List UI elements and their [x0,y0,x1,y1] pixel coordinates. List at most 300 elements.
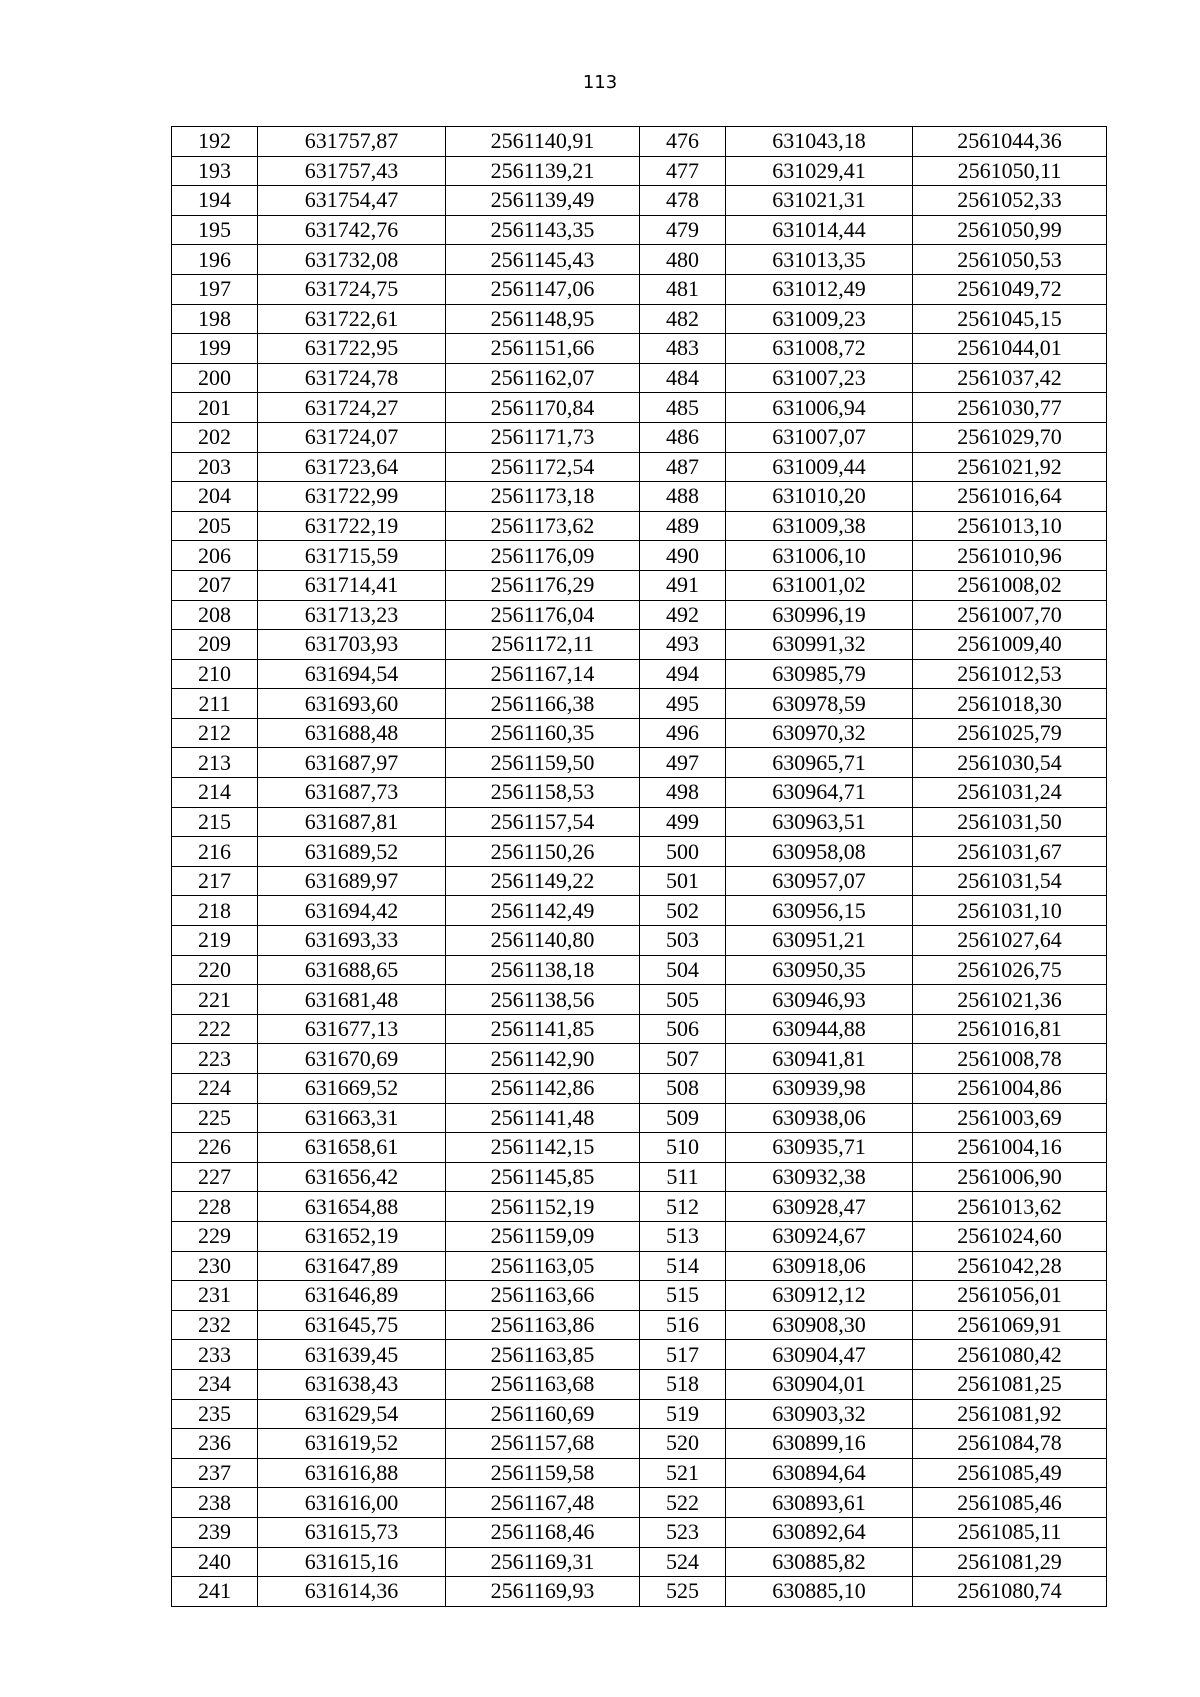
point-number-cell: 217 [172,866,258,896]
y-coordinate-cell: 2561169,31 [446,1547,640,1577]
x-coordinate-cell: 630908,30 [726,1310,913,1340]
x-coordinate-cell: 631693,33 [258,926,446,956]
x-coordinate-cell: 630885,82 [726,1547,913,1577]
page-number: 113 [582,72,618,93]
y-coordinate-cell: 2561158,53 [446,778,640,808]
x-coordinate-cell: 631722,95 [258,334,446,364]
x-coordinate-cell: 631687,73 [258,778,446,808]
point-number-cell: 226 [172,1133,258,1163]
y-coordinate-cell: 2561157,68 [446,1429,640,1459]
y-coordinate-cell: 2561013,10 [913,511,1107,541]
x-coordinate-cell: 631021,31 [726,186,913,216]
x-coordinate-cell: 630946,93 [726,985,913,1015]
x-coordinate-cell: 630985,79 [726,659,913,689]
table-row [172,1429,1107,1459]
y-coordinate-cell: 2561042,28 [913,1251,1107,1281]
point-number-cell: 224 [172,1074,258,1104]
point-number-cell: 211 [172,689,258,719]
y-coordinate-cell: 2561162,07 [446,363,640,393]
point-number-cell: 499 [640,807,726,837]
table-row [172,570,1107,600]
x-coordinate-cell: 631029,41 [726,156,913,186]
y-coordinate-cell: 2561081,92 [913,1399,1107,1429]
x-coordinate-cell: 631722,19 [258,511,446,541]
point-number-cell: 493 [640,630,726,660]
y-coordinate-cell: 2561159,50 [446,748,640,778]
y-coordinate-cell: 2561030,54 [913,748,1107,778]
table-row [172,422,1107,452]
x-coordinate-cell: 631670,69 [258,1044,446,1074]
point-number-cell: 229 [172,1221,258,1251]
point-number-cell: 482 [640,304,726,334]
point-number-cell: 486 [640,422,726,452]
y-coordinate-cell: 2561007,70 [913,600,1107,630]
x-coordinate-cell: 630958,08 [726,837,913,867]
point-number-cell: 496 [640,718,726,748]
point-number-cell: 515 [640,1281,726,1311]
x-coordinate-cell: 631723,64 [258,452,446,482]
table-row [172,541,1107,571]
x-coordinate-cell: 631677,13 [258,1014,446,1044]
point-number-cell: 221 [172,985,258,1015]
point-number-cell: 517 [640,1340,726,1370]
point-number-cell: 206 [172,541,258,571]
y-coordinate-cell: 2561031,54 [913,866,1107,896]
x-coordinate-cell: 630928,47 [726,1192,913,1222]
table-row [172,600,1107,630]
x-coordinate-cell: 631732,08 [258,245,446,275]
y-coordinate-cell: 2561081,25 [913,1369,1107,1399]
table-row [172,393,1107,423]
y-coordinate-cell: 2561149,22 [446,866,640,896]
table-row [172,659,1107,689]
point-number-cell: 522 [640,1488,726,1518]
x-coordinate-cell: 631689,52 [258,837,446,867]
table-row [172,215,1107,245]
y-coordinate-cell: 2561171,73 [446,422,640,452]
point-number-cell: 198 [172,304,258,334]
point-number-cell: 203 [172,452,258,482]
y-coordinate-cell: 2561145,85 [446,1162,640,1192]
point-number-cell: 491 [640,570,726,600]
point-number-cell: 497 [640,748,726,778]
y-coordinate-cell: 2561050,53 [913,245,1107,275]
x-coordinate-cell: 631639,45 [258,1340,446,1370]
table-row [172,1281,1107,1311]
y-coordinate-cell: 2561167,14 [446,659,640,689]
y-coordinate-cell: 2561163,68 [446,1369,640,1399]
point-number-cell: 525 [640,1577,726,1607]
point-number-cell: 214 [172,778,258,808]
x-coordinate-cell: 631652,19 [258,1221,446,1251]
x-coordinate-cell: 630963,51 [726,807,913,837]
x-coordinate-cell: 631043,18 [726,127,913,157]
table-row [172,1221,1107,1251]
point-number-cell: 213 [172,748,258,778]
point-number-cell: 237 [172,1458,258,1488]
x-coordinate-cell: 630996,19 [726,600,913,630]
point-number-cell: 508 [640,1074,726,1104]
y-coordinate-cell: 2561150,26 [446,837,640,867]
x-coordinate-cell: 631713,23 [258,600,446,630]
coordinates-table-body [172,127,1107,1607]
x-coordinate-cell: 631687,81 [258,807,446,837]
table-row [172,1547,1107,1577]
x-coordinate-cell: 631724,78 [258,363,446,393]
point-number-cell: 201 [172,393,258,423]
y-coordinate-cell: 2561157,54 [446,807,640,837]
x-coordinate-cell: 630904,01 [726,1369,913,1399]
y-coordinate-cell: 2561029,70 [913,422,1107,452]
x-coordinate-cell: 631656,42 [258,1162,446,1192]
point-number-cell: 514 [640,1251,726,1281]
y-coordinate-cell: 2561142,90 [446,1044,640,1074]
x-coordinate-cell: 631616,88 [258,1458,446,1488]
y-coordinate-cell: 2561163,85 [446,1340,640,1370]
y-coordinate-cell: 2561142,86 [446,1074,640,1104]
table-row [172,630,1107,660]
y-coordinate-cell: 2561176,04 [446,600,640,630]
y-coordinate-cell: 2561152,19 [446,1192,640,1222]
table-row [172,807,1107,837]
y-coordinate-cell: 2561013,62 [913,1192,1107,1222]
x-coordinate-cell: 630893,61 [726,1488,913,1518]
x-coordinate-cell: 631724,75 [258,274,446,304]
point-number-cell: 513 [640,1221,726,1251]
point-number-cell: 509 [640,1103,726,1133]
table-row [172,778,1107,808]
x-coordinate-cell: 631012,49 [726,274,913,304]
table-row [172,274,1107,304]
table-row [172,689,1107,719]
y-coordinate-cell: 2561085,11 [913,1517,1107,1547]
x-coordinate-cell: 631722,61 [258,304,446,334]
y-coordinate-cell: 2561069,91 [913,1310,1107,1340]
point-number-cell: 503 [640,926,726,956]
point-number-cell: 485 [640,393,726,423]
y-coordinate-cell: 2561008,78 [913,1044,1107,1074]
y-coordinate-cell: 2561031,10 [913,896,1107,926]
y-coordinate-cell: 2561044,36 [913,127,1107,157]
point-number-cell: 204 [172,482,258,512]
point-number-cell: 502 [640,896,726,926]
table-row [172,1162,1107,1192]
point-number-cell: 523 [640,1517,726,1547]
point-number-cell: 480 [640,245,726,275]
y-coordinate-cell: 2561080,42 [913,1340,1107,1370]
x-coordinate-cell: 631010,20 [726,482,913,512]
point-number-cell: 520 [640,1429,726,1459]
y-coordinate-cell: 2561159,09 [446,1221,640,1251]
x-coordinate-cell: 631754,47 [258,186,446,216]
table-row [172,1340,1107,1370]
y-coordinate-cell: 2561027,64 [913,926,1107,956]
x-coordinate-cell: 630924,67 [726,1221,913,1251]
x-coordinate-cell: 631714,41 [258,570,446,600]
y-coordinate-cell: 2561139,21 [446,156,640,186]
point-number-cell: 231 [172,1281,258,1311]
point-number-cell: 220 [172,955,258,985]
x-coordinate-cell: 630964,71 [726,778,913,808]
y-coordinate-cell: 2561052,33 [913,186,1107,216]
point-number-cell: 484 [640,363,726,393]
point-number-cell: 506 [640,1014,726,1044]
point-number-cell: 218 [172,896,258,926]
y-coordinate-cell: 2561010,96 [913,541,1107,571]
point-number-cell: 235 [172,1399,258,1429]
y-coordinate-cell: 2561140,80 [446,926,640,956]
x-coordinate-cell: 631688,65 [258,955,446,985]
x-coordinate-cell: 631007,07 [726,422,913,452]
x-coordinate-cell: 631014,44 [726,215,913,245]
x-coordinate-cell: 631006,94 [726,393,913,423]
point-number-cell: 230 [172,1251,258,1281]
table-row [172,1074,1107,1104]
y-coordinate-cell: 2561160,35 [446,718,640,748]
point-number-cell: 510 [640,1133,726,1163]
x-coordinate-cell: 630903,32 [726,1399,913,1429]
x-coordinate-cell: 631009,38 [726,511,913,541]
x-coordinate-cell: 631724,27 [258,393,446,423]
table-row [172,718,1107,748]
table-row [172,482,1107,512]
x-coordinate-cell: 631647,89 [258,1251,446,1281]
y-coordinate-cell: 2561138,56 [446,985,640,1015]
point-number-cell: 240 [172,1547,258,1577]
x-coordinate-cell: 630938,06 [726,1103,913,1133]
x-coordinate-cell: 631646,89 [258,1281,446,1311]
point-number-cell: 209 [172,630,258,660]
x-coordinate-cell: 630956,15 [726,896,913,926]
point-number-cell: 507 [640,1044,726,1074]
table-row [172,1458,1107,1488]
x-coordinate-cell: 631694,54 [258,659,446,689]
point-number-cell: 197 [172,274,258,304]
y-coordinate-cell: 2561173,18 [446,482,640,512]
x-coordinate-cell: 631742,76 [258,215,446,245]
point-number-cell: 227 [172,1162,258,1192]
x-coordinate-cell: 631009,44 [726,452,913,482]
x-coordinate-cell: 630957,07 [726,866,913,896]
point-number-cell: 504 [640,955,726,985]
x-coordinate-cell: 630935,71 [726,1133,913,1163]
y-coordinate-cell: 2561003,69 [913,1103,1107,1133]
point-number-cell: 232 [172,1310,258,1340]
x-coordinate-cell: 630951,21 [726,926,913,956]
table-row [172,1577,1107,1607]
x-coordinate-cell: 631669,52 [258,1074,446,1104]
y-coordinate-cell: 2561012,53 [913,659,1107,689]
x-coordinate-cell: 631681,48 [258,985,446,1015]
table-row [172,334,1107,364]
y-coordinate-cell: 2561008,02 [913,570,1107,600]
x-coordinate-cell: 630950,35 [726,955,913,985]
x-coordinate-cell: 630918,06 [726,1251,913,1281]
table-row [172,926,1107,956]
y-coordinate-cell: 2561166,38 [446,689,640,719]
point-number-cell: 207 [172,570,258,600]
table-row [172,452,1107,482]
y-coordinate-cell: 2561138,18 [446,955,640,985]
y-coordinate-cell: 2561045,15 [913,304,1107,334]
y-coordinate-cell: 2561141,48 [446,1103,640,1133]
point-number-cell: 492 [640,600,726,630]
table-row [172,1192,1107,1222]
y-coordinate-cell: 2561084,78 [913,1429,1107,1459]
y-coordinate-cell: 2561167,48 [446,1488,640,1518]
x-coordinate-cell: 631663,31 [258,1103,446,1133]
y-coordinate-cell: 2561142,15 [446,1133,640,1163]
y-coordinate-cell: 2561056,01 [913,1281,1107,1311]
table-row [172,245,1107,275]
x-coordinate-cell: 631615,73 [258,1517,446,1547]
y-coordinate-cell: 2561016,81 [913,1014,1107,1044]
point-number-cell: 478 [640,186,726,216]
x-coordinate-cell: 630965,71 [726,748,913,778]
point-number-cell: 490 [640,541,726,571]
y-coordinate-cell: 2561031,50 [913,807,1107,837]
y-coordinate-cell: 2561172,11 [446,630,640,660]
point-number-cell: 487 [640,452,726,482]
table-row [172,955,1107,985]
point-number-cell: 495 [640,689,726,719]
table-row [172,1399,1107,1429]
point-number-cell: 512 [640,1192,726,1222]
point-number-cell: 193 [172,156,258,186]
x-coordinate-cell: 630941,81 [726,1044,913,1074]
table-row [172,985,1107,1015]
y-coordinate-cell: 2561031,24 [913,778,1107,808]
coordinates-table [171,126,1107,1607]
y-coordinate-cell: 2561163,86 [446,1310,640,1340]
y-coordinate-cell: 2561026,75 [913,955,1107,985]
y-coordinate-cell: 2561159,58 [446,1458,640,1488]
x-coordinate-cell: 631629,54 [258,1399,446,1429]
point-number-cell: 234 [172,1369,258,1399]
x-coordinate-cell: 630932,38 [726,1162,913,1192]
point-number-cell: 223 [172,1044,258,1074]
point-number-cell: 228 [172,1192,258,1222]
point-number-cell: 241 [172,1577,258,1607]
x-coordinate-cell: 631009,23 [726,304,913,334]
point-number-cell: 236 [172,1429,258,1459]
x-coordinate-cell: 631694,42 [258,896,446,926]
x-coordinate-cell: 631614,36 [258,1577,446,1607]
y-coordinate-cell: 2561050,11 [913,156,1107,186]
table-row [172,1517,1107,1547]
y-coordinate-cell: 2561176,29 [446,570,640,600]
y-coordinate-cell: 2561081,29 [913,1547,1107,1577]
point-number-cell: 196 [172,245,258,275]
point-number-cell: 511 [640,1162,726,1192]
y-coordinate-cell: 2561025,79 [913,718,1107,748]
point-number-cell: 488 [640,482,726,512]
y-coordinate-cell: 2561168,46 [446,1517,640,1547]
y-coordinate-cell: 2561176,09 [446,541,640,571]
table-row [172,1014,1107,1044]
table-row [172,837,1107,867]
point-number-cell: 477 [640,156,726,186]
table-row [172,1251,1107,1281]
y-coordinate-cell: 2561170,84 [446,393,640,423]
x-coordinate-cell: 631687,97 [258,748,446,778]
x-coordinate-cell: 631615,16 [258,1547,446,1577]
point-number-cell: 225 [172,1103,258,1133]
y-coordinate-cell: 2561148,95 [446,304,640,334]
x-coordinate-cell: 630912,12 [726,1281,913,1311]
point-number-cell: 194 [172,186,258,216]
x-coordinate-cell: 630944,88 [726,1014,913,1044]
x-coordinate-cell: 630894,64 [726,1458,913,1488]
point-number-cell: 494 [640,659,726,689]
x-coordinate-cell: 631715,59 [258,541,446,571]
point-number-cell: 212 [172,718,258,748]
point-number-cell: 239 [172,1517,258,1547]
x-coordinate-cell: 630991,32 [726,630,913,660]
point-number-cell: 524 [640,1547,726,1577]
y-coordinate-cell: 2561172,54 [446,452,640,482]
table-row [172,156,1107,186]
point-number-cell: 222 [172,1014,258,1044]
x-coordinate-cell: 630939,98 [726,1074,913,1104]
y-coordinate-cell: 2561151,66 [446,334,640,364]
y-coordinate-cell: 2561006,90 [913,1162,1107,1192]
x-coordinate-cell: 631638,43 [258,1369,446,1399]
table-row [172,1103,1107,1133]
y-coordinate-cell: 2561085,46 [913,1488,1107,1518]
table-row [172,748,1107,778]
x-coordinate-cell: 630899,16 [726,1429,913,1459]
table-row [172,186,1107,216]
table-row [172,1488,1107,1518]
y-coordinate-cell: 2561139,49 [446,186,640,216]
y-coordinate-cell: 2561142,49 [446,896,640,926]
point-number-cell: 233 [172,1340,258,1370]
x-coordinate-cell: 631007,23 [726,363,913,393]
x-coordinate-cell: 631703,93 [258,630,446,660]
table-row [172,1310,1107,1340]
x-coordinate-cell: 631724,07 [258,422,446,452]
x-coordinate-cell: 631619,52 [258,1429,446,1459]
table-row [172,511,1107,541]
point-number-cell: 208 [172,600,258,630]
point-number-cell: 192 [172,127,258,157]
y-coordinate-cell: 2561173,62 [446,511,640,541]
table-row [172,1044,1107,1074]
x-coordinate-cell: 631689,97 [258,866,446,896]
point-number-cell: 476 [640,127,726,157]
table-row [172,127,1107,157]
x-coordinate-cell: 631757,87 [258,127,446,157]
point-number-cell: 210 [172,659,258,689]
x-coordinate-cell: 631616,00 [258,1488,446,1518]
point-number-cell: 479 [640,215,726,245]
y-coordinate-cell: 2561050,99 [913,215,1107,245]
x-coordinate-cell: 631654,88 [258,1192,446,1222]
y-coordinate-cell: 2561024,60 [913,1221,1107,1251]
point-number-cell: 202 [172,422,258,452]
point-number-cell: 500 [640,837,726,867]
x-coordinate-cell: 630904,47 [726,1340,913,1370]
y-coordinate-cell: 2561030,77 [913,393,1107,423]
x-coordinate-cell: 631693,60 [258,689,446,719]
x-coordinate-cell: 631008,72 [726,334,913,364]
x-coordinate-cell: 630970,32 [726,718,913,748]
point-number-cell: 519 [640,1399,726,1429]
x-coordinate-cell: 631006,10 [726,541,913,571]
y-coordinate-cell: 2561160,69 [446,1399,640,1429]
y-coordinate-cell: 2561018,30 [913,689,1107,719]
